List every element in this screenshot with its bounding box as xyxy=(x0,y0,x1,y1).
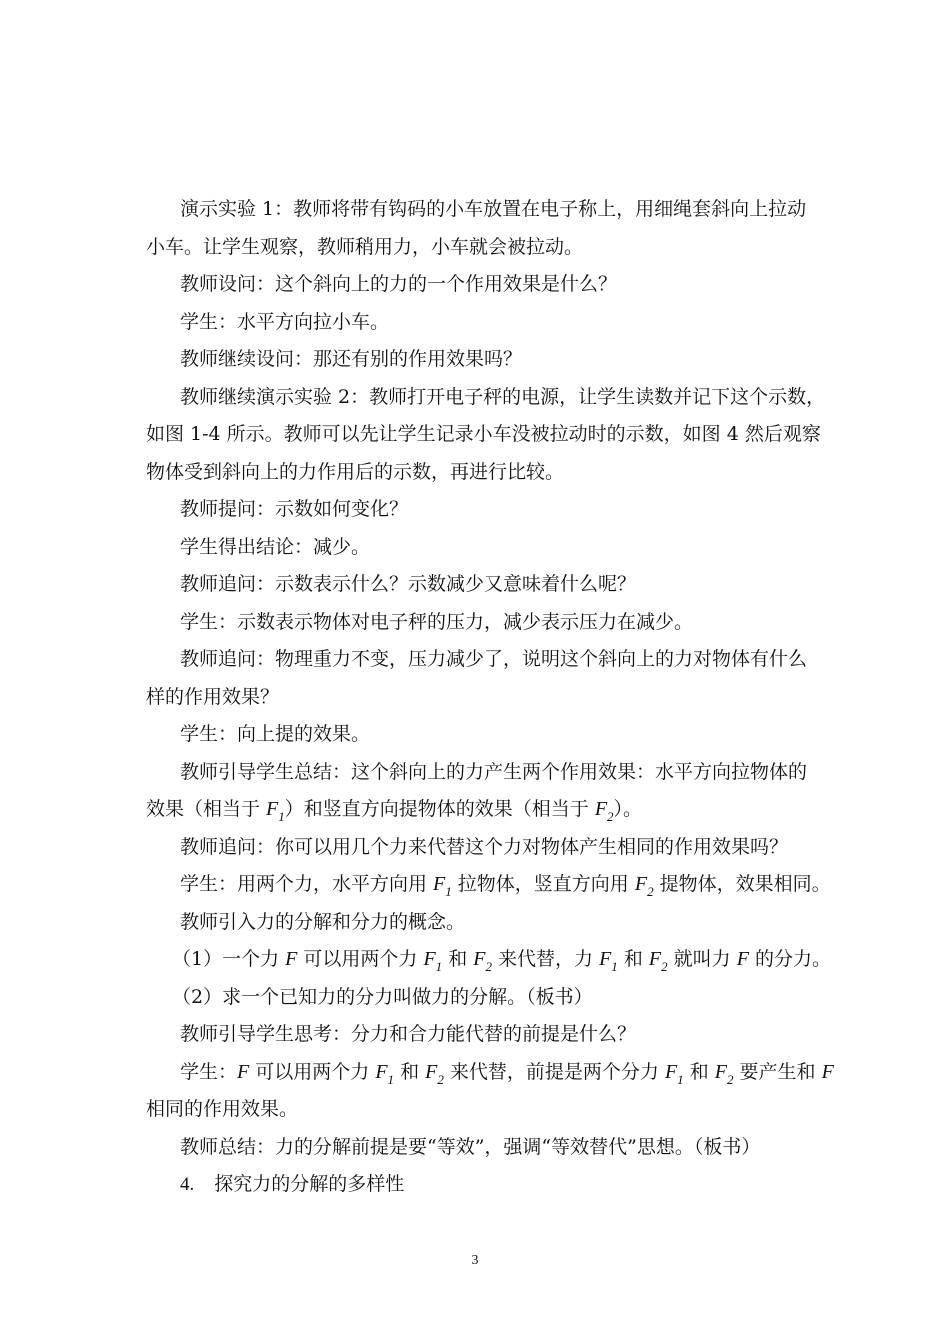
math-subscript: 2 xyxy=(485,959,492,974)
text-span: 学生： xyxy=(180,1060,238,1083)
text-line: 小车。让学生观察，教师稍用力，小车就会被拉动。 xyxy=(146,235,584,258)
text-span: 可以用两个力 xyxy=(249,1060,376,1083)
text-line: 教师追问：你可以用几个力来代替这个力对物体产生相同的作用效果吗？ xyxy=(180,835,789,858)
text-line: 演示实验 1：教师将带有钩码的小车放置在电子称上，用细绳套斜向上拉动 xyxy=(180,198,807,220)
text-line: 教师设问：这个斜向上的力的一个作用效果是什么？ xyxy=(180,273,618,295)
text-line: 教师继续演示实验 2：教师打开电子秤的电源，让学生读数并记下这个示数， xyxy=(180,385,826,408)
math-subscript: 1 xyxy=(387,1071,395,1087)
text-span: 来代替，力 xyxy=(491,948,600,970)
text-span: 要产生和 xyxy=(733,1060,822,1083)
text-line: 教师追问：物理重力不变，压力减少了，说明这个斜向上的力对物体有什么 xyxy=(180,648,808,670)
text-span: 提物体，效果相同。 xyxy=(653,873,831,895)
math-symbol: F xyxy=(648,948,662,970)
text-line: 教师引导学生思考：分力和合力能代替的前提是什么？ xyxy=(180,1023,637,1045)
text-line xyxy=(146,941,831,979)
math-symbol: F xyxy=(473,948,486,970)
text-line: 教师继续设问：那还有别的作用效果吗？ xyxy=(180,348,523,370)
text-line: 教师总结：力的分解前提是要“等效”，强调“等效替代”思想。（板书） xyxy=(180,1135,761,1158)
math-subscript: 2 xyxy=(661,959,668,974)
section-title: 探究力的分解的多样性 xyxy=(214,1173,405,1195)
math-symbol: F xyxy=(285,948,298,970)
text-line: 如图 1-4 所示。教师可以先让学生记录小车没被拉动时的示数，如图 4 然后观察 xyxy=(146,423,821,445)
math-symbol: F xyxy=(266,798,279,820)
text-span: 的分力。 xyxy=(748,948,831,970)
math-subscript: 1 xyxy=(278,809,285,824)
math-symbol: F xyxy=(599,948,612,970)
section-heading xyxy=(146,1166,810,1204)
text-line xyxy=(146,1054,834,1092)
math-symbol: F xyxy=(714,1060,727,1083)
math-symbol: F xyxy=(433,873,446,895)
text-span: 来代替，前提是两个分力 xyxy=(443,1060,665,1083)
math-symbol: F xyxy=(594,798,608,820)
text-line: 教师引入力的分解和分力的概念。 xyxy=(180,910,466,933)
math-subscript: 1 xyxy=(435,959,443,974)
text-span: 和 xyxy=(394,1060,426,1083)
math-subscript: 1 xyxy=(611,959,618,974)
text-span: 和 xyxy=(683,1060,715,1083)
text-line: 学生：向上提的效果。 xyxy=(180,723,371,745)
math-subscript: 1 xyxy=(445,884,452,899)
body-text xyxy=(146,191,834,1204)
text-span: 和 xyxy=(617,948,649,970)
page-number: 3 xyxy=(471,1253,479,1268)
math-subscript: 2 xyxy=(726,1071,734,1087)
text-line xyxy=(146,866,831,904)
math-symbol: F xyxy=(237,1060,250,1083)
text-span: （1）一个力 xyxy=(172,948,286,970)
text-line xyxy=(146,791,810,829)
text-span: 可以用两个力 xyxy=(297,948,424,970)
math-symbol: F xyxy=(375,1060,388,1083)
text-span: 和 xyxy=(442,948,474,970)
text-line: 教师提问：示数如何变化？ xyxy=(180,498,409,520)
math-symbol: F xyxy=(425,1060,438,1083)
text-span: 学生：用两个力，水平方向用 xyxy=(180,873,434,895)
math-symbol: F xyxy=(664,1060,678,1083)
math-symbol: F xyxy=(634,873,648,895)
text-line: 学生：水平方向拉小车。 xyxy=(180,310,390,333)
math-symbol: F xyxy=(821,1060,834,1083)
text-line: 教师引导学生总结：这个斜向上的力产生两个作用效果：水平方向拉物体的 xyxy=(180,760,808,783)
text-span: ）和竖直方向提物体的效果（相当于 xyxy=(284,798,595,820)
math-subscript: 2 xyxy=(437,1071,444,1087)
section-number: 4. xyxy=(180,1174,195,1195)
math-symbol: F xyxy=(736,948,749,970)
math-symbol: F xyxy=(423,948,436,970)
text-span: 就叫力 xyxy=(667,948,737,970)
math-subscript: 2 xyxy=(607,809,614,824)
text-span: 拉物体，竖直方向用 xyxy=(451,873,635,895)
text-span: 效果（相当于 xyxy=(146,798,267,820)
text-span: ）。 xyxy=(613,798,643,820)
text-line: （2）求一个已知力的分力叫做力的分解。（板书） xyxy=(172,985,593,1008)
text-line: 样的作用效果？ xyxy=(146,685,280,708)
text-line: 学生得出结论：减少。 xyxy=(180,535,371,558)
text-line: 相同的作用效果。 xyxy=(146,1098,299,1120)
math-subscript: 2 xyxy=(647,884,654,899)
text-line: 教师追问：示数表示什么？示数减少又意味着什么呢？ xyxy=(180,573,637,595)
text-line: 物体受到斜向上的力作用后的示数，再进行比较。 xyxy=(146,460,565,483)
text-line: 学生：示数表示物体对电子秤的压力，减少表示压力在减少。 xyxy=(180,610,694,633)
math-subscript: 1 xyxy=(677,1071,684,1087)
